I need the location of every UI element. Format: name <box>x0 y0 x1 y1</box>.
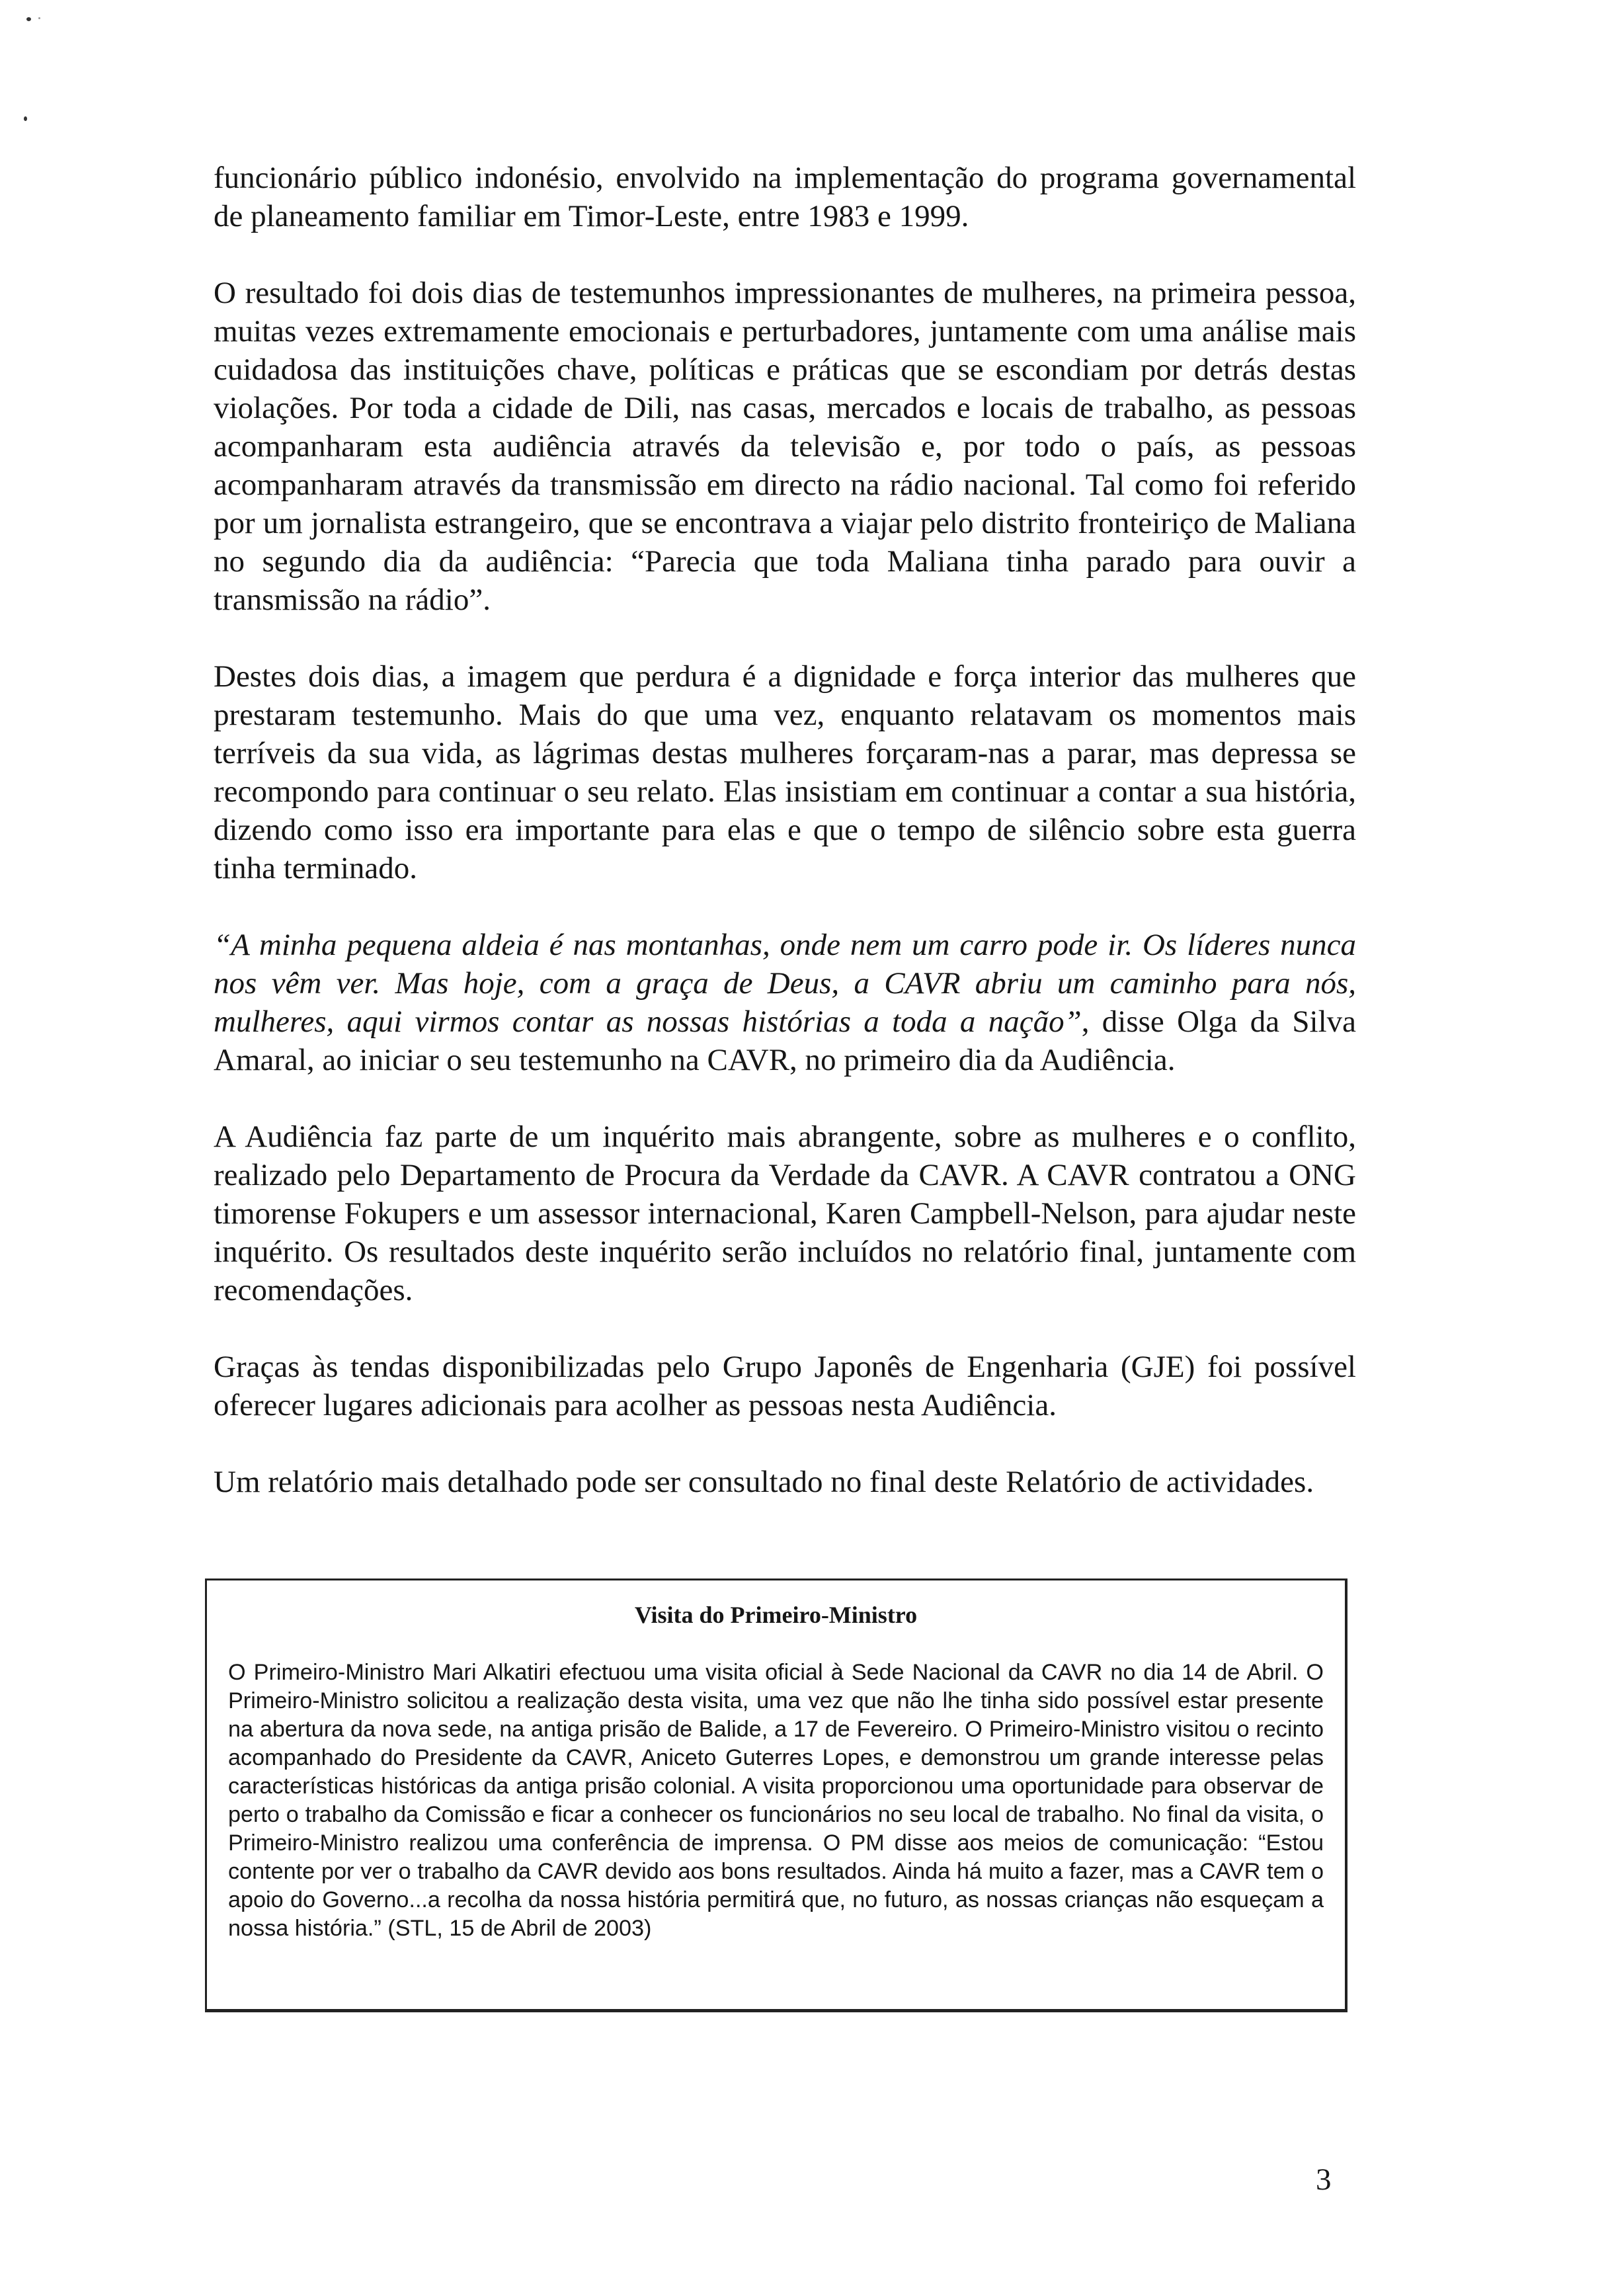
page-number: 3 <box>1316 2162 1332 2197</box>
scan-speck <box>38 17 40 19</box>
paragraph-quote <box>214 926 1356 1079</box>
box-title: Visita do Primeiro-Ministro <box>634 1602 918 1628</box>
paragraph-testimonies: O resultado foi dois dias de testemunhos impressionantes de mulheres, na primeira pessoa, muitas vezes extremamente emocionais e perturbadores, juntamente com uma análise mais cuidadosa das instituições chave, políticas e práticas que se escondiam por detrás destas violações. Por toda a cidade de Dili, nas casas, mercados e locais de trabalho, as pessoas acompanharam esta audiência através da televisão e, por todo o país, as pessoas acompanharam através da transmissão em directo na rádio nacional. Tal como foi referido por um jornalista estrangeiro, que se encontrava a viajar pelo distrito fronteiriço de Maliana no segundo dia da audiência: “Parecia que toda Maliana tinha parado para ouvir a transmissão na rádio”. <box>214 276 1356 617</box>
paragraph-report-reference: Um relatório mais detalhado pode ser consultado no final deste Relatório de actividades. <box>214 1465 1314 1499</box>
body-text <box>214 159 1356 1539</box>
paragraph-dignity: Destes dois dias, a imagem que perdura é a dignidade e força interior das mulheres que prestaram testemunho. Mais do que uma vez, enquanto relatavam os momentos mais terríveis da sua vida, as lágrimas destas mulheres forçaram-nas a parar, mas depressa se recompondo para continuar o seu relato. Elas insistiam em continuar a contar a sua história, dizendo como isso era importante para elas e que o tempo de silêncio sobre esta guerra tinha terminado. <box>214 659 1356 885</box>
scan-speck <box>24 116 27 121</box>
paragraph-inquiry: A Audiência faz parte de um inquérito mais abrangente, sobre as mulheres e o conflito, realizado pelo Departamento de Procura da Verdade da CAVR. A CAVR contratou a ONG timorense Fokupers e um assessor internacional, Karen Campbell-Nelson, para ajudar neste inquérito. Os resultados deste inquérito serão incluídos no relatório final, juntamente com recomendações. <box>214 1120 1356 1307</box>
quote-text: “A minha pequena aldeia é nas montanhas, onde nem um carro pode ir. Os líderes nunca nos vêm ver. Mas hoje, com a graça de Deus, a CAVR abriu um caminho para nós, mulheres, aqui virmos contar as nossas histórias a toda a nação” <box>214 928 1356 1039</box>
quote-attribution: , disse Olga da Silva Amaral, ao iniciar o seu testemunho na CAVR, no primeiro dia da Audiência. <box>214 1004 1356 1077</box>
box-body: O Primeiro-Ministro Mari Alkatiri efectuou uma visita oficial à Sede Nacional da CAVR no dia 14 de Abril. O Primeiro-Ministro solicitou a realização desta visita, uma vez que não lhe tinha sido possível estar presente na abertura da nova sede, na antiga prisão de Balide, a 17 de Fevereiro. O Primeiro-Ministro visitou o recinto acompanhado do Presidente da CAVR, Aniceto Guterres Lopes, e demonstrou um grande interesse pelas características históricas da antiga prisão colonial. A visita proporcionou uma oportunidade para observar de perto o trabalho da Comissão e ficar a conhecer os funcionários no seu local de trabalho. No final da visita, o Primeiro-Ministro realizou uma conferência de imprensa. O PM disse aos meios de comunicação: “Estou contente por ver o trabalho da CAVR devido aos bons resultados. Ainda há muito a fazer, mas a CAVR tem o apoio do Governo...a recolha da nossa história permitirá que, no futuro, as nossas crianças não esqueçam a nossa história.” (STL, 15 de Abril de 2003) <box>228 1660 1324 1941</box>
paragraph-tents: Graças às tendas disponibilizadas pelo Grupo Japonês de Engenharia (GJE) foi possível oferecer lugares adicionais para acolher as pessoas nesta Audiência. <box>214 1350 1356 1422</box>
prime-minister-visit-box <box>205 1578 1347 2012</box>
paragraph-continuation: funcionário público indonésio, envolvido na implementação do programa governamental de planeamento familiar em Timor-Leste, entre 1983 e 1999. <box>214 161 1356 233</box>
scan-speck <box>26 17 31 21</box>
